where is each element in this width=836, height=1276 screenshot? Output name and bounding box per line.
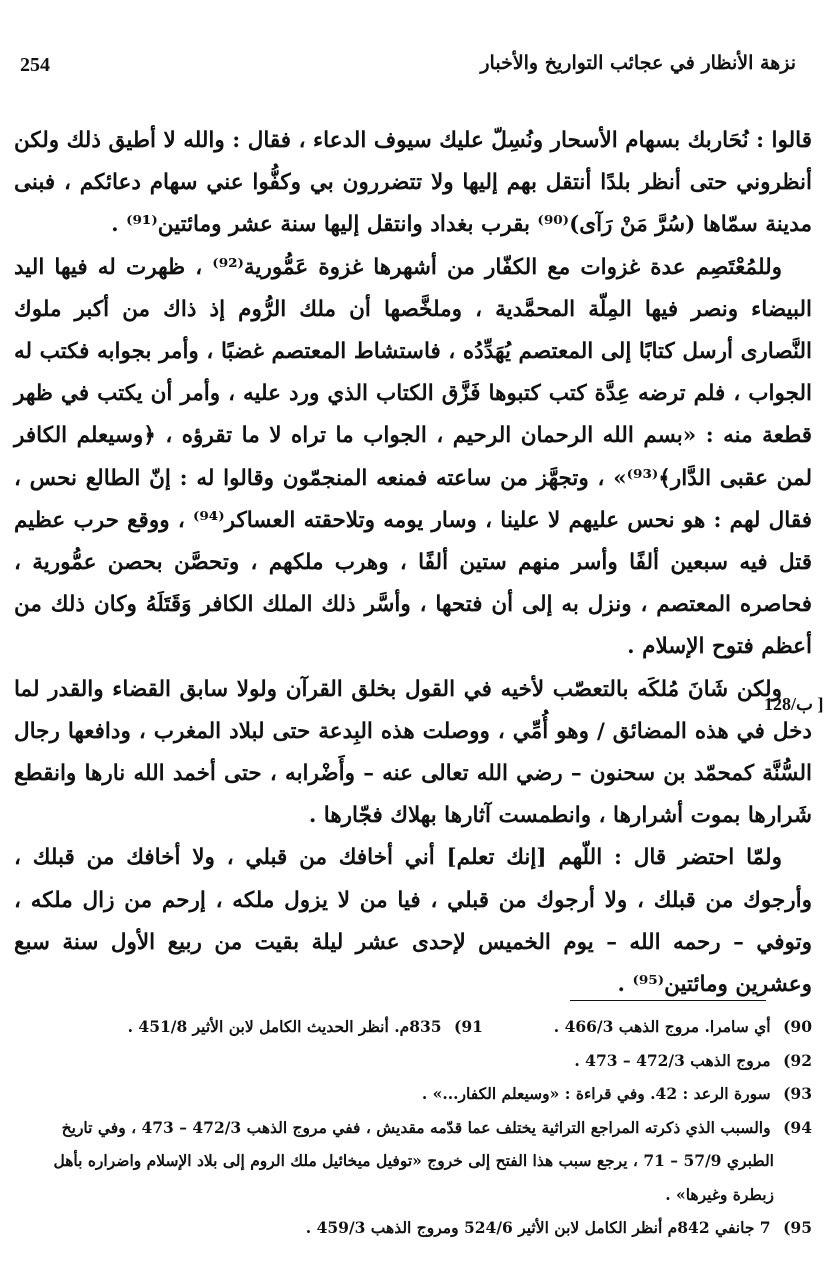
footnote-text: مروج الذهب 472/3 – 473 . [574,1050,771,1070]
footnote-number: 90) [783,1017,812,1036]
footnote-text: والسبب الذي ذكرته المراجع التراثية يختلف عما قدّمه مقديش ، ففي مروج الذهب 472/3 – 473 ، وفي تاريخ [61,1117,771,1137]
folio-margin-note: 128/ب ] [764,694,824,714]
footnote-number: 91) [454,1017,483,1036]
page-header [20,46,796,86]
footnote-90-91 [18,1010,812,1044]
page-number: 254 [20,54,50,76]
footnote-95 [18,1211,812,1245]
footnote-93 [18,1077,812,1111]
footnotes [18,1010,812,1245]
main-text [14,120,812,1006]
footnote-text: 835م. أنظر الحديث الكامل لابن الأثير 451/8 . [127,1017,442,1036]
paragraph-3: ولكن شَانَ مُلكَه بالتعصّب لأخيه في القول بخلق القرآن ولولا سابق القضاء والقدر لما دخل في هذه المضائق / وهو أُمِّي ، ووصلت هذه البِدعة حتى لبلاد المغرب ، ودافعها رجال السُّنَّة كمحمّد بن سحنون – رضي الله تعالى عنه – وأَضْرابه ، حتى أخمد الله نارها وانقطع شَرارها بموت أشرارها ، وانطمست آثارها بهلاك فجّارها . [14,676,812,829]
footnote-94 [18,1111,812,1145]
paragraph-2: وللمُعْتَصِم عدة غزوات مع الكفّار من أشهرها غزوة عَمُّورية⁽⁹²⁾ ، ظهرت له فيها اليد البيضاء ونصر فيها المِلّة المحمَّدية ، وملخَّصها أن ملك الرُّوم إذ ذاك من أكبر ملوك النَّصارى أرسل كتابًا إلى المعتصم يُهَدِّدُه ، فاستشاط المعتصم غضبًا ، وأمر بجوابه فكتب له الجواب ، فلم ترضه عِدَّة كتب كتبوها فَزَّق الكتاب الذي ورد عليه ، وأمر أن يكتب في ظهر قطعة منه : «بسم الله الرحمان الرحيم ، الجواب ما تراه لا ما تقرؤه ، ﴿وسيعلم الكافر لمن عقبى الدَّار﴾⁽⁹³⁾» ، وتجهَّز من ساعته فمنعه المنجمّون وقالوا له : إنّ الطالع نحس ، فقال لهم : هو نحس عليهم لا علينا ، وسار يومه وتلاحقته العساكر⁽⁹⁴⁾ ، ووقع حرب عظيم قتل فيه سبعين ألفًا وأسر منهم ستين ألفًا ، وهرب ملكهم ، وتحصَّن بحصن عمُّورية ، فحاصره المعتصم ، ونزل به إلى أن فتحها ، وأسَّر ذلك الملك الكافر وَقَتَلَهُ وكان ذلك من أعظم فتوح الإسلام . [14,254,812,660]
footnote-number: 95) [783,1218,812,1237]
footnote-92 [18,1044,812,1078]
footnote-text: أي سامرا. مروج الذهب 466/3 . [553,1017,771,1036]
footnote-number: 92) [783,1050,812,1070]
footnote-number: 93) [783,1084,812,1103]
footnote-divider [570,1000,766,1001]
footnote-text: سورة الرعد : 42. وفي قراءة : «وسيعلم الكفار...» . [421,1084,771,1103]
paragraph-4: ولمّا احتضر قال : اللّهم [إنك تعلم] أني أخافك من قبلي ، ولا أخافك من قبلك ، وأرجوك من قبلك ، ولا أرجوك من قبلي ، فيا من لا يزول ملكه ، إرحم من زال ملكه ، وتوفي – رحمه الله – يوم الخميس لإحدى عشر ليلة بقيت من ربيع الأول سنة سبع وعشرين ومائتين⁽⁹⁵⁾ . [14,845,812,998]
footnote-text: 7 جانفي 842م أنظر الكامل لابن الأثير 524/6 ومروج الذهب 459/3 . [305,1218,771,1237]
footnote-94-continuation: الطبري 57/9 – 71 ، يرجع سبب هذا الفتح إلى خروج «توفيل ميخائيل ملك الروم إلى بلاد الإسلام واضراره بأهل زبطرة وغيرها» . [53,1151,774,1204]
running-title: نزهة الأنظار في عجائب التواريخ والأخبار [480,52,796,74]
footnote-number: 94) [783,1117,812,1137]
paragraph-1: قالوا : نُحَاربك بسهام الأسحار ونُسِلّ عليك سيوف الدعاء ، فقال : والله لا أطيق ذلك ولكن أنظروني حتى أنظر بلدًا أنتقل بهم إليها ولا تتضررون بي وكفُّوا عني سهام دعائكم ، فبنى مدينة سمّاها (سُرَّ مَنْ رَآى)⁽⁹⁰⁾ بقرب بغداد وانتقل إليها سنة عشر ومائتين⁽⁹¹⁾ . [14,128,812,238]
